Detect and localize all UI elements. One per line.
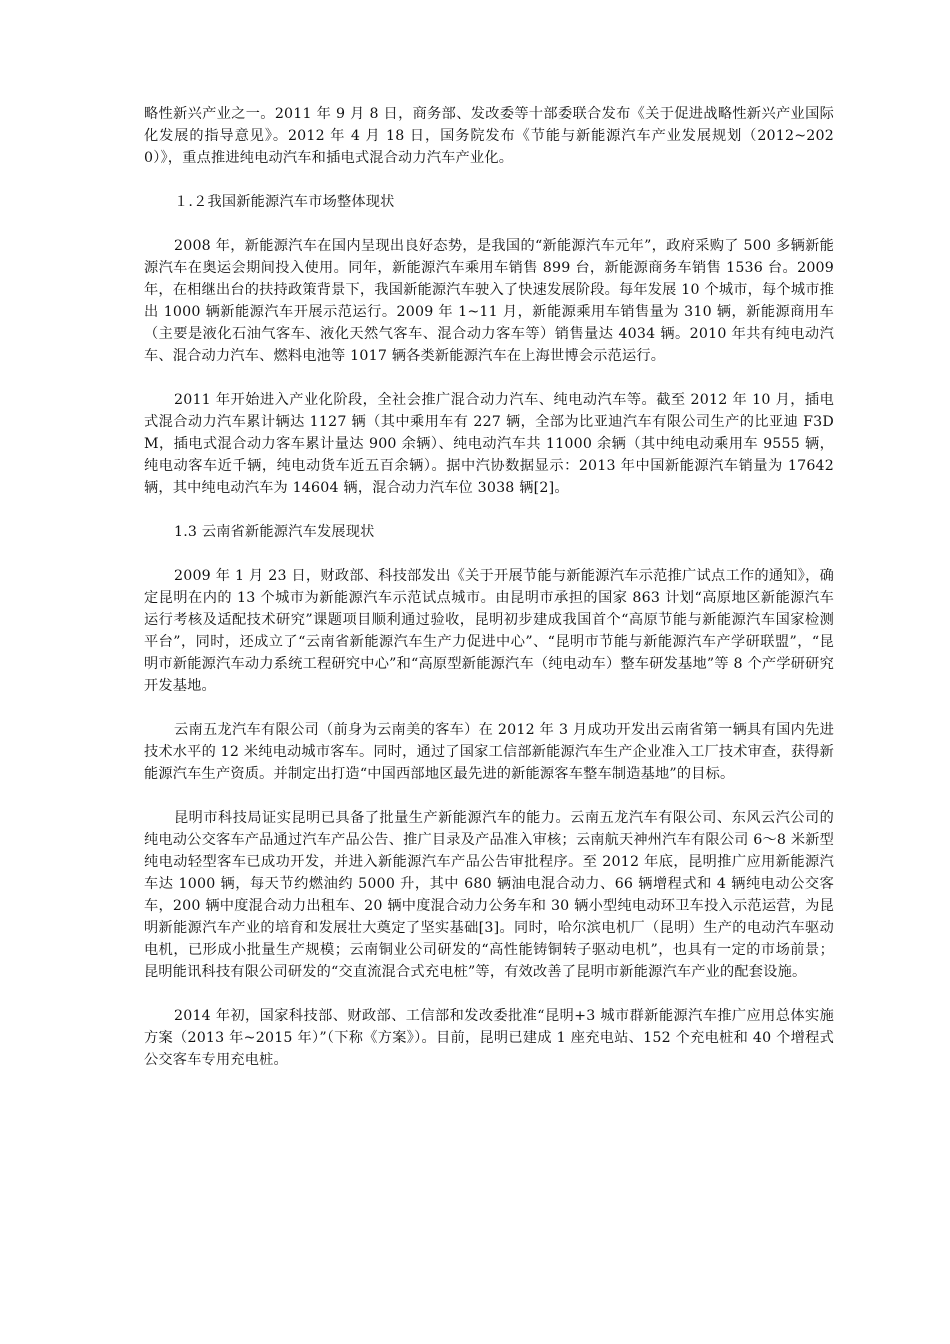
paragraph-kunming-capability: 昆明市科技局证实昆明已具备了批量生产新能源汽车的能力。云南五龙汽车有限公司、东风云汽公司的纯电动公交客车产品通过汽车产品公告、推广目录及产品准入审核；云南航天神州汽车有限公司 6～8 米新型纯电动轻型客车已成功开发，并进入新能源汽车产品公告审批程序。至 2012 年底，昆明推广应用新能源汽车达 1000 辆，每天节约燃油约 5000 升，其中 680 辆油电混合动力、66 辆增程式和 4 辆纯电动公交客车，200 辆中度混合动力出租车、20 辆中度混合动力公务车和 30 辆小型纯电动环卫车投入示范运营，为昆明新能源汽车产业的培育和发展壮大奠定了坚实基础[3]。同时，哈尔滨电机厂（昆明）生产的电动汽车驱动电机，已形成小批量生产规模；云南铜业公司研发的“高性能铸铜转子驱动电机”，也具有一定的市场前景；昆明能讯科技有限公司研发的“交直流混合式充电桩”等，有效改善了昆明市新能源汽车产业的配套设施。 (144, 810, 834, 980)
paragraph-2008: 2008 年，新能源汽车在国内呈现出良好态势，是我国的“新能源汽车元年”，政府采购了 500 多辆新能源汽车在奥运会期间投入使用。同年，新能源汽车乘用车销售 899 台，新能源商务车销售 1536 台。2009 年，在相继出台的扶持政策背景下，我国新能源汽车驶入了快速发展阶段。每年发展 10 个城市，每个城市推出 1000 辆新能源汽车开展示范运行。2009 年 1~11 月，新能源乘用车销售量为 310 辆，新能源商用车（主要是液化石油气客车、液化天然气客车、混合动力客车等）销售量达 4034 辆。2010 年共有纯电动汽车、混合动力汽车、燃料电池等 1017 辆各类新能源汽车在上海世博会示范运行。 (144, 238, 834, 364)
paragraph-2014: 2014 年初，国家科技部、财政部、工信部和发改委批准“昆明+3 城市群新能源汽车推广应用总体实施方案（2013 年~2015 年）”（下称《方案》）。目前，昆明已建成 1 座充电站、152 个充电桩和 40 个增程式公交客车专用充电桩。 (144, 1008, 834, 1068)
section-heading-1-3: 1.3 云南省新能源汽车发展现状 (174, 524, 375, 540)
section-heading-1-2: １.２我国新能源汽车市场整体现状 (174, 194, 395, 210)
paragraph-2011: 2011 年开始进入产业化阶段，全社会推广混合动力汽车、纯电动汽车等。截至 2012 年 10 月，插电式混合动力汽车累计辆达 1127 辆（其中乘用车有 227 辆，全部为比亚迪汽车有限公司生产的比亚迪 F3DM，插电式混合动力客车累计量达 900 余辆）、纯电动汽车共 11000 余辆（其中纯电动乘用车 9555 辆，纯电动客车近千辆，纯电动货车近五百余辆）。据中汽协数据显示：2013 年中国新能源汽车销量为 17642 辆，其中纯电动汽车为 14604 辆，混合动力汽车位 3038 辆[2]。 (144, 392, 834, 496)
paragraph-intro-continuation: 略性新兴产业之一。2011 年 9 月 8 日，商务部、发改委等十部委联合发布《关于促进战略性新兴产业国际化发展的指导意见》。2012 年 4 月 18 日，国务院发布《节能与新能源汽车产业发展规划（2012~2020）》，重点推进纯电动汽车和插电式混合动力汽车产业化。 (144, 106, 834, 166)
paragraph-wulong: 云南五龙汽车有限公司（前身为云南美的客车）在 2012 年 3 月成功开发出云南省第一辆具有国内先进技术水平的 12 米纯电动城市客车。同时，通过了国家工信部新能源汽车生产企业准入工厂技术审查，获得新能源汽车生产资质。并制定出打造“中国西部地区最先进的新能源客车整车制造基地”的目标。 (144, 722, 834, 782)
paragraph-2009-pilot: 2009 年 1 月 23 日，财政部、科技部发出《关于开展节能与新能源汽车示范推广试点工作的通知》，确定昆明在内的 13 个城市为新能源汽车示范试点城市。由昆明市承担的国家 863 计划“高原地区新能源汽车运行考核及适配技术研究”课题项目顺利通过验收，昆明初步建成我国首个“高原节能与新能源汽车国家检测平台”，同时，还成立了“云南省新能源汽车生产力促进中心”、“昆明市节能与新能源汽车产学研联盟”，“昆明市新能源汽车动力系统工程研究中心”和“高原型新能源汽车（纯电动车）整车研发基地”等 8 个产学研研究开发基地。 (144, 568, 834, 694)
document-body (144, 103, 834, 1093)
